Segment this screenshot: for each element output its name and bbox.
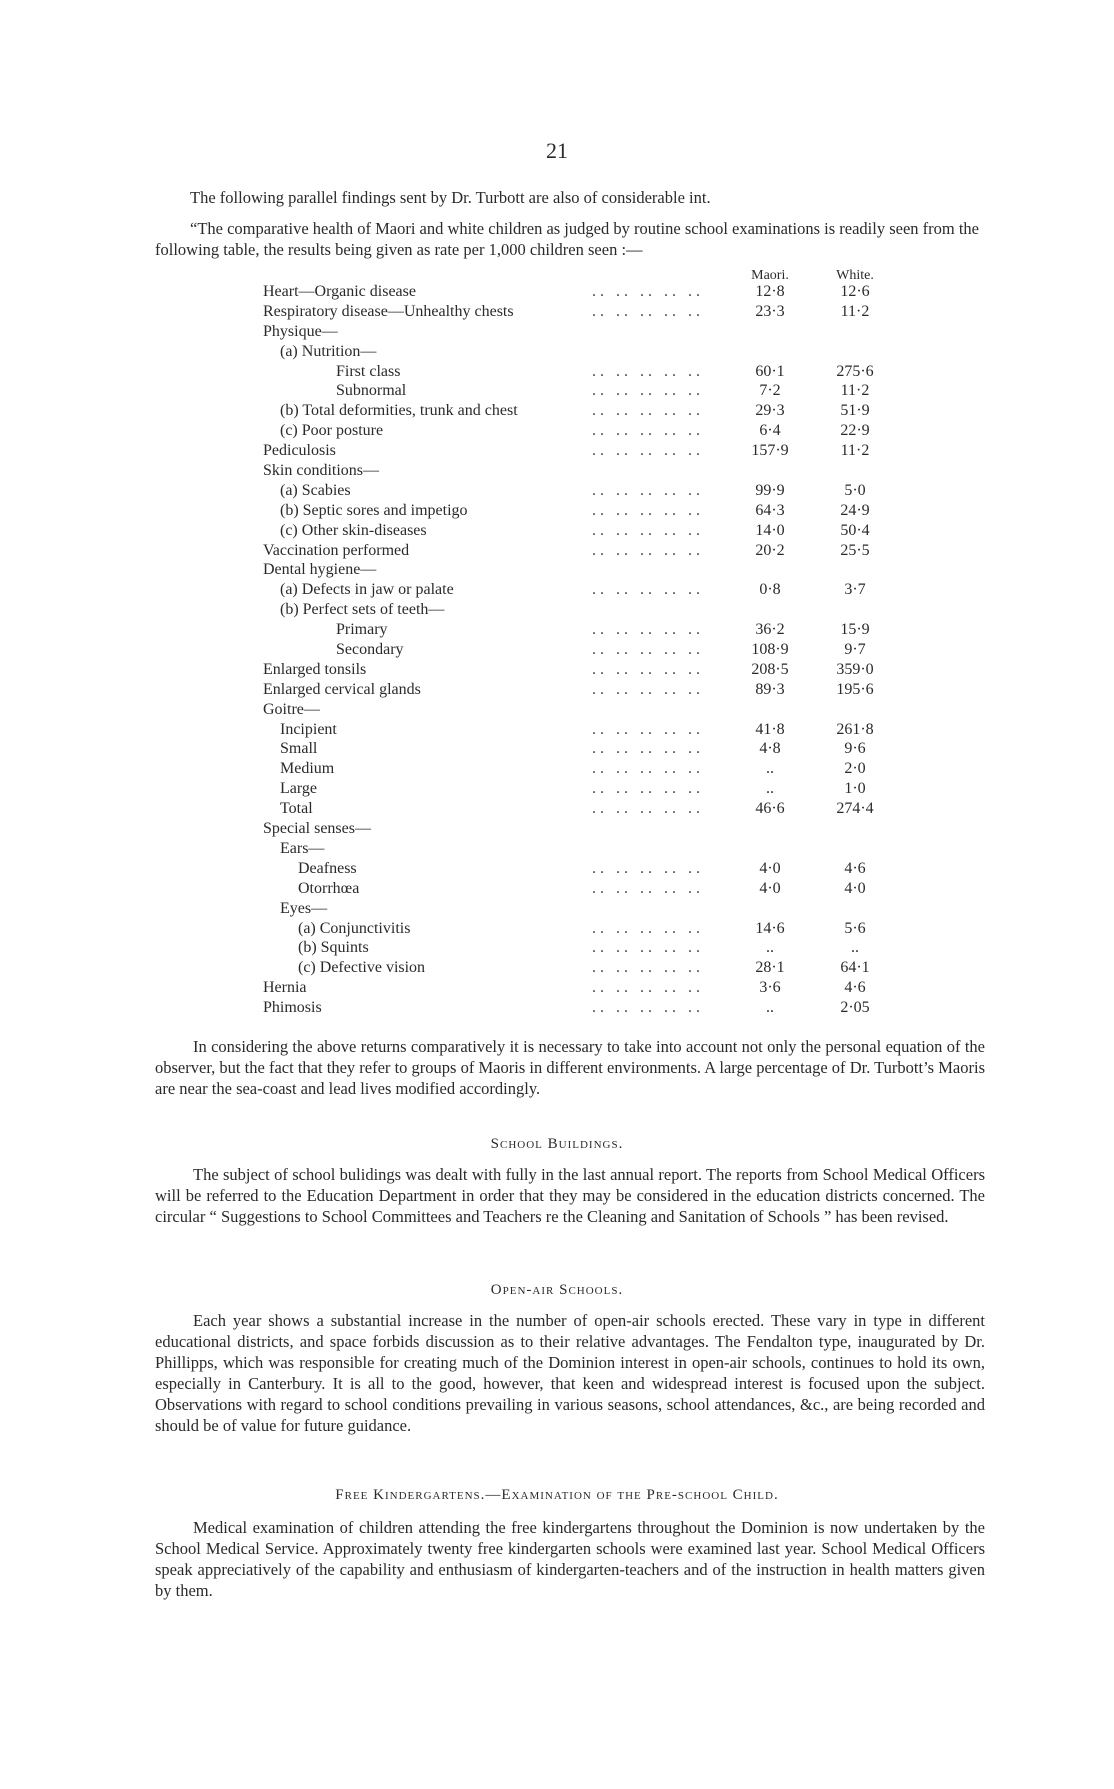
white-value: 4·6 (844, 859, 866, 877)
table-row (0, 442, 1114, 462)
row-label: (b) Total deformities, trunk and chest (280, 402, 518, 420)
row-label: (b) Perfect sets of teeth— (280, 601, 445, 619)
table-row (0, 581, 1114, 601)
table-row (0, 701, 1114, 721)
row-label: Deafness (298, 859, 357, 877)
leader-dots: . . . . . . . . . . (592, 621, 700, 639)
maori-value: 99·9 (755, 481, 785, 499)
leader-dots: . . . . . . . . . . (592, 660, 700, 678)
table-row (0, 422, 1114, 442)
row-label: Skin conditions— (263, 462, 380, 480)
row-label: (a) Conjunctivitis (298, 919, 411, 937)
maori-value: 46·6 (755, 800, 785, 818)
row-label: Ears— (280, 839, 325, 857)
leader-dots: . . . . . . . . . . (592, 859, 700, 877)
white-value: 9·6 (844, 740, 866, 758)
white-value: 11·2 (840, 442, 870, 460)
table-row (0, 363, 1114, 383)
table-row (0, 601, 1114, 621)
paragraph-free-kindergartens: Medical examination of children attending the free kindergartens throughout the Dominion is now undertaken by the School Medical Service. Approximately twenty free kindergarten schools were examined last year. School Medical Officers speak appreciatively of the capability and enthusiasm of kindergarten-teachers and of the instruction in health matters given by them. (155, 1518, 985, 1600)
leader-dots: . . . . . . . . . . (592, 641, 700, 659)
leader-dots: . . . . . . . . . . (592, 362, 700, 380)
white-value: 64·1 (840, 959, 870, 977)
maori-value: .. (766, 939, 774, 957)
white-value: 274·4 (836, 800, 874, 818)
row-label: Enlarged tonsils (263, 660, 367, 678)
maori-value: 23·3 (755, 302, 785, 320)
maori-value: 208·5 (751, 660, 789, 678)
table-row (0, 482, 1114, 502)
heading-open-air-schools: Open-air Schools. (490, 1282, 624, 1298)
intro-line: The following parallel findings sent by Dr. Turbott are also of considerable int. (190, 188, 711, 207)
row-label: Vaccination performed (263, 541, 410, 559)
leader-dots: . . . . . . . . . . (592, 740, 700, 758)
white-value: 2·0 (844, 760, 866, 778)
leader-dots: . . . . . . . . . . (592, 442, 700, 460)
table-row (0, 502, 1114, 522)
leader-dots: . . . . . . . . . . (592, 879, 700, 897)
white-value: 5·6 (844, 919, 866, 937)
white-value: .. (851, 939, 859, 957)
table-row (0, 999, 1114, 1019)
column-header-maori: Maori. (751, 268, 789, 283)
leader-dots: . . . . . . . . . . (592, 720, 700, 738)
white-value: 359·0 (836, 660, 874, 678)
maori-value: 157·9 (751, 442, 789, 460)
leader-dots: . . . . . . . . . . (592, 780, 700, 798)
row-label: Small (280, 740, 318, 758)
row-label: (c) Poor posture (280, 422, 384, 440)
maori-value: 14·6 (755, 919, 785, 937)
row-label: Physique— (263, 322, 338, 340)
white-value: 275·6 (836, 362, 874, 380)
maori-value: 3·6 (759, 979, 781, 997)
table-row (0, 939, 1114, 959)
table-row (0, 641, 1114, 661)
table-row (0, 323, 1114, 343)
maori-value: 20·2 (755, 541, 785, 559)
leader-dots: . . . . . . . . . . (592, 581, 700, 599)
table-row (0, 522, 1114, 542)
maori-value: 4·8 (759, 740, 781, 758)
maori-value: .. (766, 999, 774, 1017)
paragraph-considering: In considering the above returns comparatively it is necessary to take into account not only the personal equation of the observer, but the fact that they refer to groups of Maoris in different environments. A large percentage of Dr. Turbott’s Maoris are near the sea-coast and lead lives modified accordingly. (155, 1037, 985, 1098)
table-row (0, 780, 1114, 800)
table-row (0, 840, 1114, 860)
row-label: (a) Nutrition— (280, 342, 377, 360)
table-row (0, 920, 1114, 940)
leader-dots: . . . . . . . . . . (592, 919, 700, 937)
leader-dots: . . . . . . . . . . (592, 402, 700, 420)
table-row (0, 462, 1114, 482)
row-label: Heart—Organic disease (263, 283, 416, 300)
maori-value: 7·2 (759, 382, 781, 400)
maori-value: 4·0 (759, 879, 781, 897)
row-label: Respiratory disease—Unhealthy chests (263, 302, 514, 320)
white-value: 9·7 (844, 641, 866, 659)
leader-dots: . . . . . . . . . . (592, 939, 700, 957)
white-value: 2·05 (840, 999, 870, 1017)
row-label: Goitre— (263, 700, 320, 718)
row-label: Dental hygiene— (263, 561, 377, 579)
heading-free-kindergartens: Free Kindergartens.—Examination of the Pre-school Child. (335, 1487, 779, 1503)
leader-dots: . . . . . . . . . . (592, 999, 700, 1017)
table-row (0, 880, 1114, 900)
table-row (0, 343, 1114, 363)
quote-paragraph: “The comparative health of Maori and white children as judged by routine school examinations is readily seen from the following table, the results being given as rate per 1,000 children seen :— (155, 219, 980, 259)
table-row (0, 382, 1114, 402)
table-row (0, 402, 1114, 422)
maori-value: 29·3 (755, 402, 785, 420)
column-header-white: White. (836, 268, 874, 283)
row-label: Eyes— (280, 899, 328, 917)
row-label: Primary (336, 621, 388, 639)
table-row (0, 959, 1114, 979)
row-label: Subnormal (336, 382, 407, 400)
page-number: 21 (546, 138, 568, 163)
white-value: 50·4 (840, 521, 870, 539)
maori-value: .. (766, 760, 774, 778)
table-row (0, 820, 1114, 840)
maori-value: .. (766, 780, 774, 798)
leader-dots: . . . . . . . . . . (592, 760, 700, 778)
white-value: 5·0 (844, 481, 866, 499)
leader-dots: . . . . . . . . . . (592, 541, 700, 559)
leader-dots: . . . . . . . . . . (592, 501, 700, 519)
health-comparison-table (0, 283, 1114, 1019)
table-row (0, 621, 1114, 641)
white-value: 25·5 (840, 541, 870, 559)
row-label: (a) Defects in jaw or palate (280, 581, 454, 599)
leader-dots: . . . . . . . . . . (592, 680, 700, 698)
row-label: Enlarged cervical glands (263, 680, 421, 698)
leader-dots: . . . . . . . . . . (592, 800, 700, 818)
leader-dots: . . . . . . . . . . (592, 302, 700, 320)
table-row (0, 860, 1114, 880)
white-value: 51·9 (840, 402, 870, 420)
white-value: 11·2 (840, 302, 870, 320)
white-value: 1·0 (844, 780, 866, 798)
leader-dots: . . . . . . . . . . (592, 283, 700, 300)
maori-value: 89·3 (755, 680, 785, 698)
row-label: Special senses— (263, 820, 371, 838)
white-value: 4·0 (844, 879, 866, 897)
white-value: 15·9 (840, 621, 870, 639)
maori-value: 60·1 (755, 362, 785, 380)
table-row (0, 283, 1114, 303)
white-value: 24·9 (840, 501, 870, 519)
maori-value: 12·8 (755, 283, 785, 300)
paragraph-open-air-schools: Each year shows a substantial increase in the number of open-air schools erected. These vary in type in different educational districts, and space forbids discussion as to their relative advantages. The Fendalton type, inaugurated by Dr. Phillipps, which was responsible for creating much of the Dominion interest in open-air schools, continues to hold its own, especially in Canterbury. It is all to the good, however, that keen and widespread interest is focused upon the subject. Observations with regard to school conditions prevailing in various seasons, school attendances, &c., are being recorded and should be of value for future guidance. (155, 1311, 985, 1435)
table-row (0, 721, 1114, 741)
row-label: Medium (280, 760, 335, 778)
row-label: (a) Scabies (280, 481, 351, 499)
maori-value: 64·3 (755, 501, 785, 519)
leader-dots: . . . . . . . . . . (592, 979, 700, 997)
table-row (0, 800, 1114, 820)
maori-value: 108·9 (751, 641, 789, 659)
row-label: (c) Defective vision (298, 959, 426, 977)
table-row (0, 661, 1114, 681)
white-value: 22·9 (840, 422, 870, 440)
row-label: Pediculosis (263, 442, 336, 460)
heading-school-buildings: School Buildings. (490, 1136, 624, 1152)
maori-value: 0·8 (759, 581, 781, 599)
leader-dots: . . . . . . . . . . (592, 382, 700, 400)
table-row (0, 542, 1114, 562)
table-row (0, 900, 1114, 920)
leader-dots: . . . . . . . . . . (592, 521, 700, 539)
row-label: Total (280, 800, 313, 818)
table-row (0, 740, 1114, 760)
maori-value: 6·4 (759, 422, 781, 440)
table-row (0, 681, 1114, 701)
white-value: 261·8 (836, 720, 874, 738)
maori-value: 28·1 (755, 959, 785, 977)
row-label: Hernia (263, 979, 307, 997)
row-label: Large (280, 780, 318, 798)
row-label: (b) Squints (298, 939, 369, 957)
table-row (0, 979, 1114, 999)
white-value: 11·2 (840, 382, 870, 400)
row-label: Phimosis (263, 999, 322, 1017)
table-row (0, 561, 1114, 581)
row-label: (b) Septic sores and impetigo (280, 501, 468, 519)
table-row (0, 760, 1114, 780)
white-value: 3·7 (844, 581, 866, 599)
row-label: (c) Other skin-diseases (280, 521, 427, 539)
white-value: 12·6 (840, 283, 870, 300)
maori-value: 36·2 (755, 621, 785, 639)
row-label: Secondary (336, 641, 404, 659)
maori-value: 41·8 (755, 720, 785, 738)
row-label: Incipient (280, 720, 337, 738)
white-value: 4·6 (844, 979, 866, 997)
maori-value: 14·0 (755, 521, 785, 539)
maori-value: 4·0 (759, 859, 781, 877)
leader-dots: . . . . . . . . . . (592, 959, 700, 977)
white-value: 195·6 (836, 680, 874, 698)
leader-dots: . . . . . . . . . . (592, 481, 700, 499)
leader-dots: . . . . . . . . . . (592, 422, 700, 440)
table-row (0, 303, 1114, 323)
paragraph-school-buildings: The subject of school bulidings was dealt with fully in the last annual report. The reports from School Medical Officers will be referred to the Education Department in order that they may be considered in the education districts concerned. The circular “ Suggestions to School Committees and Teachers re the Cleaning and Sanitation of Schools ” has been revised. (155, 1165, 985, 1226)
row-label: Otorrhœa (298, 879, 360, 897)
row-label: First class (336, 362, 401, 380)
